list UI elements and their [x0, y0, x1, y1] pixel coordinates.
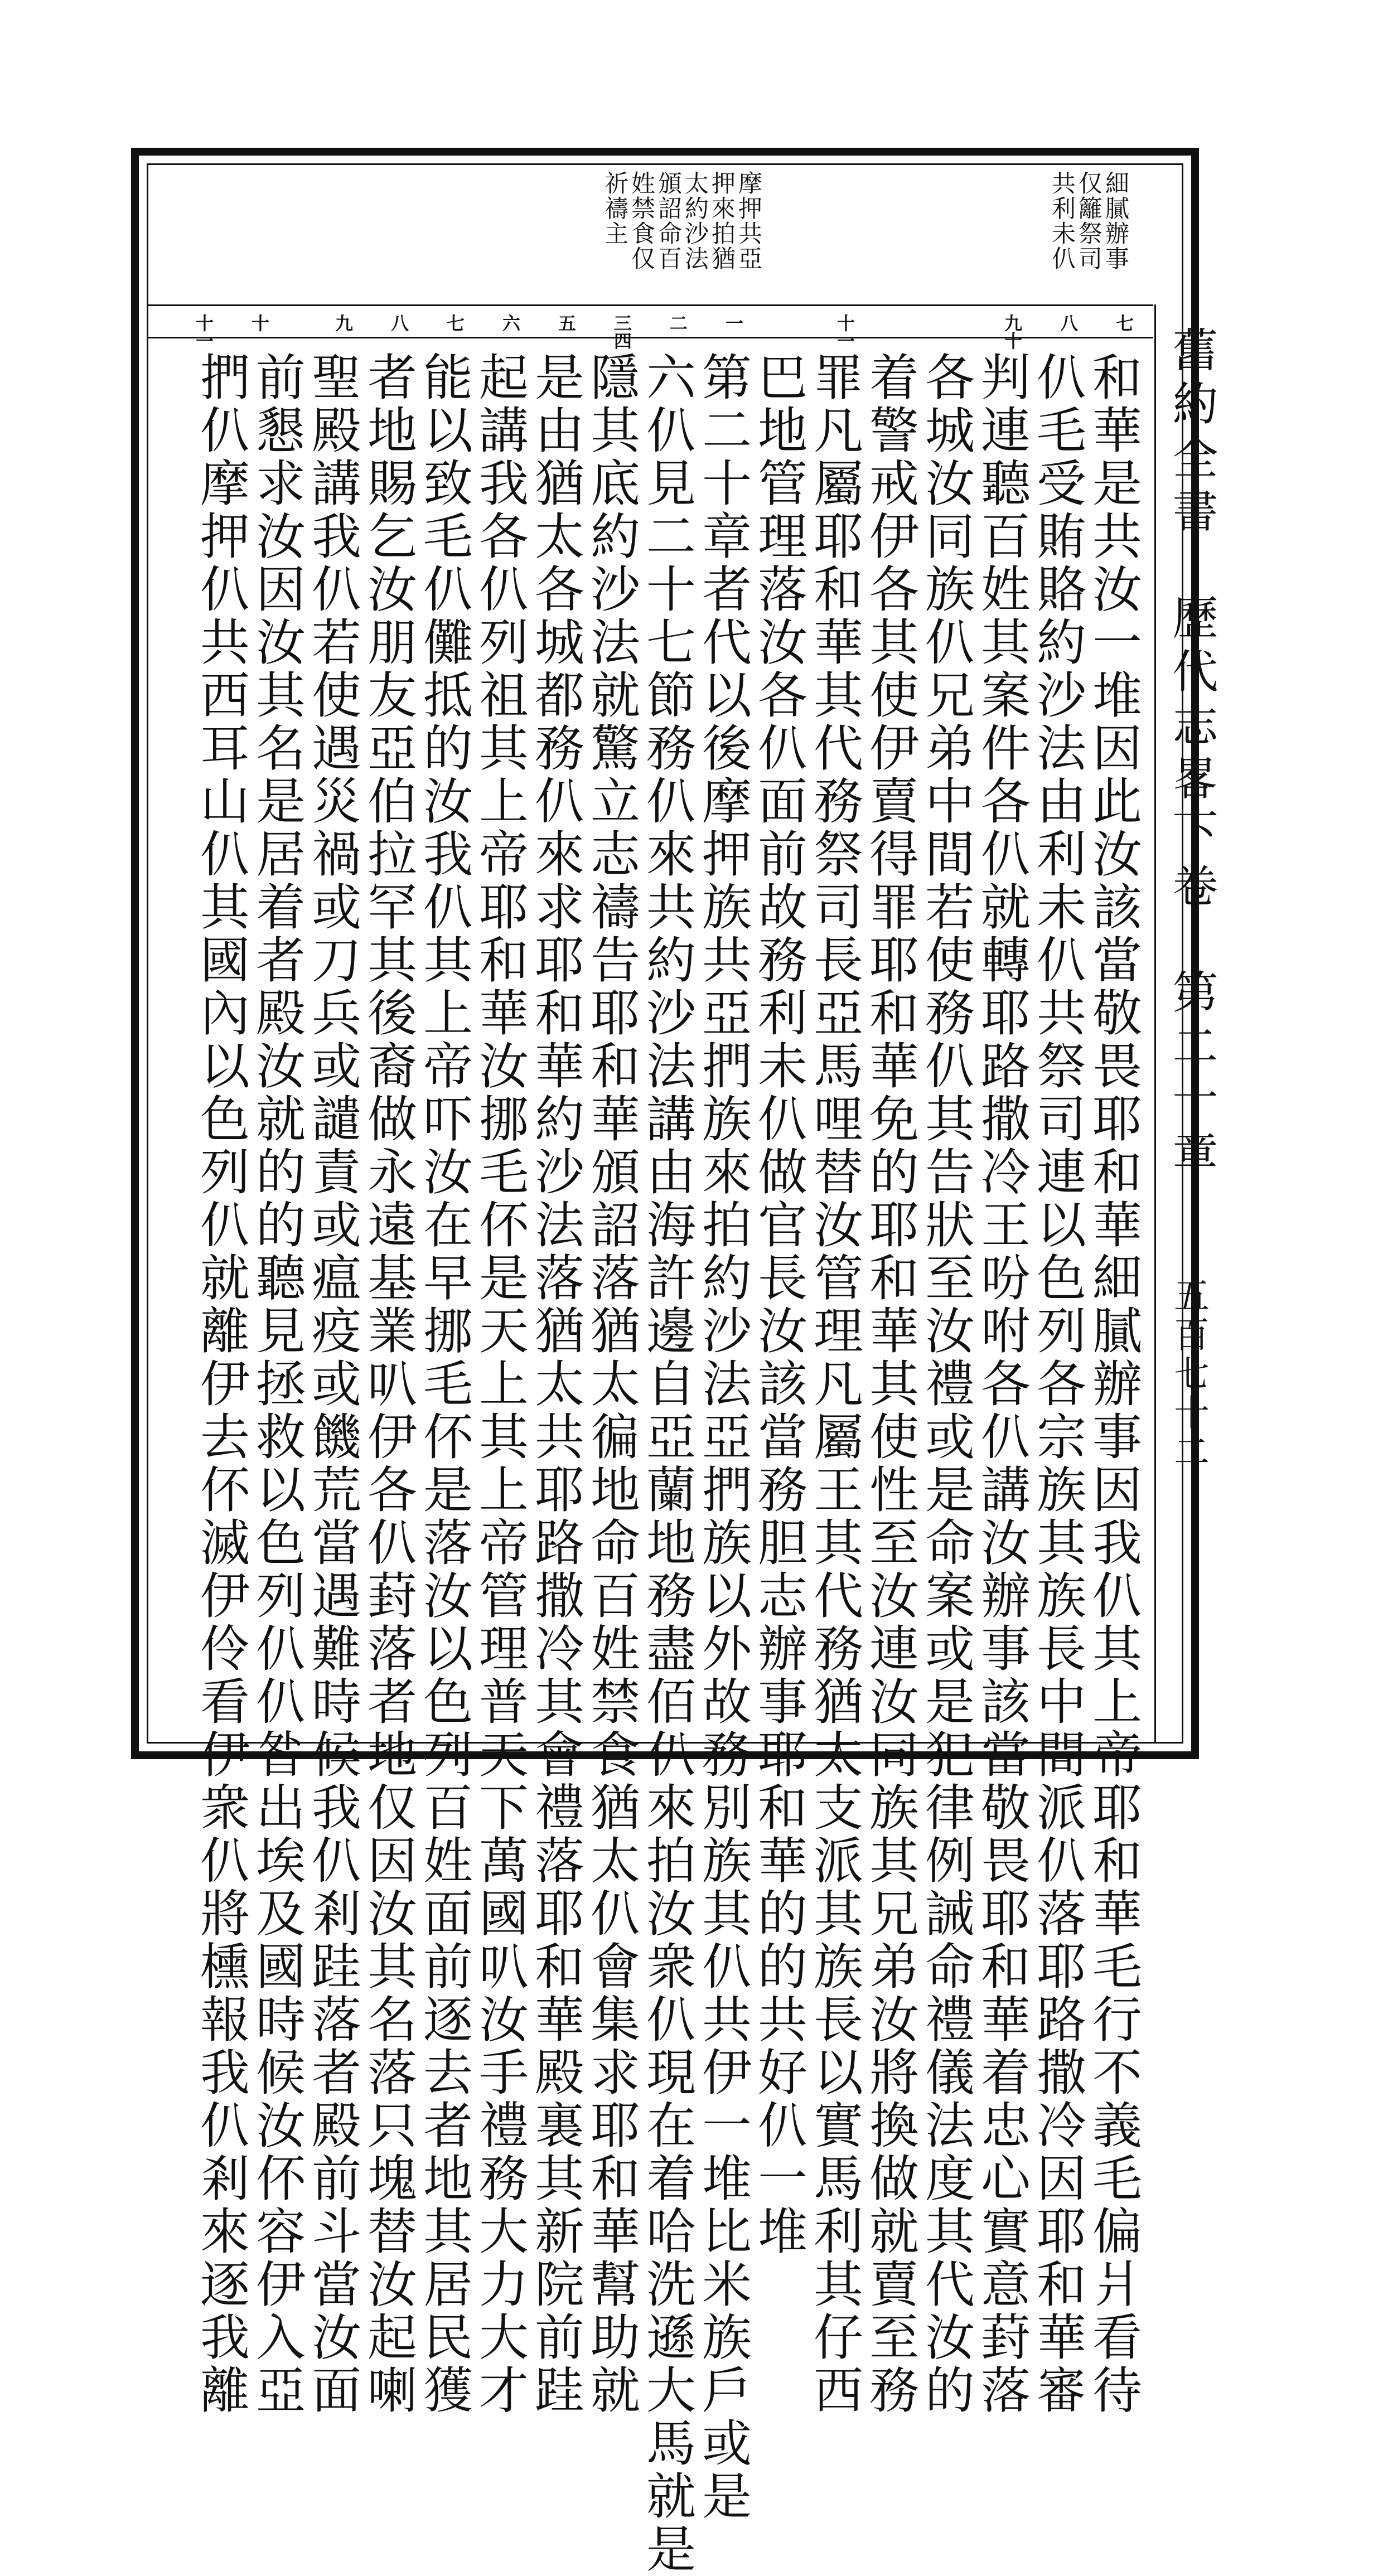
- gloss-divider-line: [148, 304, 1153, 306]
- text-column: 判連聽百姓其案件各仈就轉耶路撒冷王吩咐各仈講汝辦事該當敬畏耶和華着忠心實意葑落: [973, 351, 1031, 2417]
- verse-number: 十: [249, 314, 270, 332]
- text-column: 罪凡屬耶和華其代務祭司長亞馬哩替汝管理凡屬王其代務猶太支派其族長以實馬利其仔西: [806, 351, 864, 2417]
- text-column: 是由猶太各城都務仈來求耶和華約沙法落猶太共耶路撒冷其會禮落耶和華殿裏其新院前跬: [527, 351, 585, 2417]
- text-column: 前懇求汝因汝其名是居着者殿汝就的的聽見拯救以色列仈仈昝出埃及國時候汝伓容伊入亞: [248, 351, 306, 2417]
- gloss-column: 細膩辦事: [1101, 171, 1129, 271]
- running-head: 舊約全書 歷代志畧下卷 第二十章: [1165, 326, 1218, 1183]
- text-column: 第二十章者代以後摩押族共亞捫族來拍約沙法亞捫族以外故務別族其仈共伊一堆比米族戶或是: [694, 351, 752, 2523]
- margin-divider-line: [1154, 304, 1156, 1742]
- verse-number: 九: [332, 314, 354, 332]
- gloss-column: 太約沙法: [681, 171, 709, 271]
- gloss-column: 摩押共亞: [734, 171, 762, 271]
- gloss-column: 仅籬祭司: [1075, 171, 1102, 271]
- verse-number: 七: [1113, 314, 1134, 332]
- text-column: 着警戒伊各其使伊賣得罪耶和華免的耶和華其使性至汝連汝同族其兄弟汝將換做就賣至務: [862, 351, 920, 2417]
- verse-number: 六: [500, 314, 521, 332]
- text-column: 起講我各仈列祖其上帝耶和華汝挪毛伓是天上其上帝管理普天下萬國叭汝手禮務大力大才: [471, 351, 529, 2417]
- gloss-column: 祈禱主: [601, 171, 628, 246]
- gloss-band: [148, 165, 1182, 304]
- verse-number: 九十: [1002, 314, 1023, 350]
- verse-number: 八: [388, 314, 409, 332]
- text-column: 捫仈摩押仈共西耳山仈其國內以色列仈就離伊去伓滅伊伶看伊衆仈將櫄報我仈剎來逐我離: [192, 351, 250, 2417]
- verse-number: 三四: [611, 314, 632, 350]
- text-column: 和華是共汝一堆因此汝該當敬畏耶和華細膩辦事因我仈其上帝耶和華毛行不義毛偏爿看待: [1085, 351, 1143, 2417]
- gloss-column: 共利未仈: [1048, 171, 1076, 271]
- text-column: 巴地管理落汝各仈面前故務利未仈做官長汝該當務胆志辦事耶和華的的共好仈一堆: [750, 351, 808, 2258]
- text-column: 者地賜乞汝朋友亞伯拉罕其後裔做永遠基業叭伊各仈葑落者地仅因汝其名落只塊替汝起喇: [360, 351, 418, 2417]
- page-number: 五百七十二: [1168, 1277, 1209, 1472]
- verse-number: 十一: [193, 314, 214, 350]
- verse-number: 八: [1057, 314, 1079, 332]
- text-column: 能以致毛仈儺抵的汝我仈其上帝吓汝在早挪毛伓是落汝以色列百姓面前逐去者地其居民獲: [415, 351, 473, 2417]
- verse-number: 十一: [834, 314, 855, 350]
- text-column: 隱其底約沙法就驚立志禱告耶和華頒詔落猶太徧地命百姓禁食猶太仈會集求耶和華幫助就: [583, 351, 641, 2417]
- text-column: 仈毛受賄賂約沙法由利未仈共祭司連以色列各宗族其族長中間派仈落耶路撒冷因耶和華審: [1029, 351, 1087, 2417]
- text-column: 聖殿講我仈若使遇災禍或刀兵或譴責或瘟疫或饑荒當遇難時候我仈剎跬落者殿前斗當汝面: [304, 351, 362, 2417]
- gloss-column: 頒詔命百: [654, 171, 682, 271]
- verse-number: 七: [444, 314, 465, 332]
- text-column: 六仈見二十七節務仈來共約沙法講由海許邊自亞蘭地務盡佰仈來拍汝衆仈現在着哈洗遜大馬就是: [639, 351, 697, 2576]
- verse-number: 二: [667, 314, 688, 332]
- verse-number: 一: [723, 314, 744, 332]
- gloss-column: 押來拍猶: [708, 171, 736, 271]
- verse-number: 五: [555, 314, 577, 332]
- gloss-column: 姓禁食仅: [627, 171, 655, 271]
- text-column: 各城汝同族仈兄弟中間若使務仈其告狀至汝禮或是命案或是犯律例誡命禮儀法度其代汝的: [917, 351, 975, 2417]
